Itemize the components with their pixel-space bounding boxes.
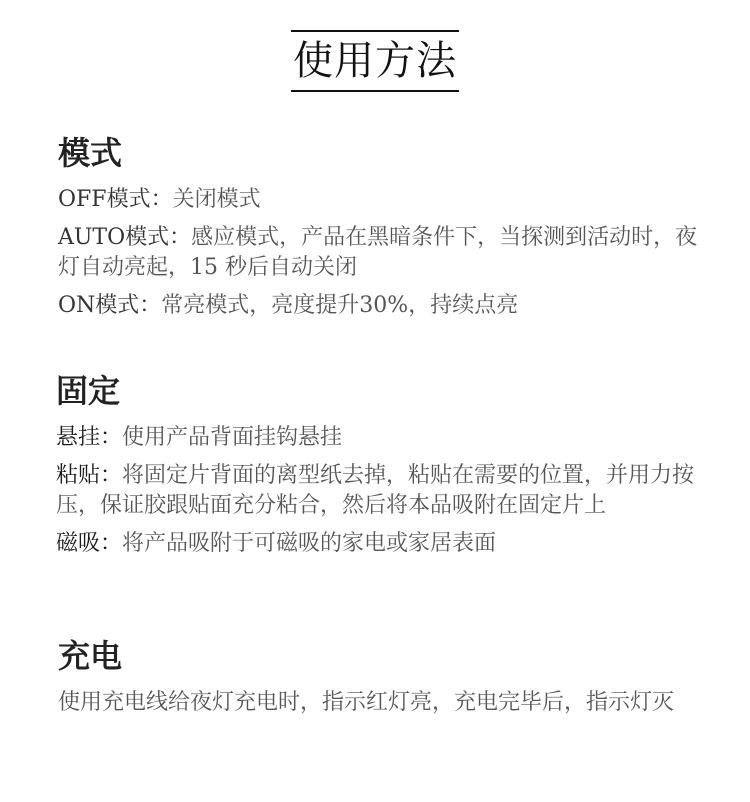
mode-text-auto: 感应模式，产品在黑暗条件下，当探测到活动时，夜灯自动亮起，15 秒后自动关闭 <box>58 225 698 280</box>
fix-text-magnet: 将产品吸附于可磁吸的家电或家居表面 <box>122 531 497 556</box>
section-heading-charge: 充电 <box>58 637 123 675</box>
fix-text-paste: 将固定片背面的离型纸去掉，粘贴在需要的位置，并用力按压，保证胶跟贴面充分粘合，然后将本品吸附在固定片上 <box>56 463 695 518</box>
section-charge <box>58 636 698 718</box>
fix-text-hang: 使用产品背面挂钩悬挂 <box>122 425 343 450</box>
section-mode <box>58 133 698 321</box>
fix-label-magnet: 磁吸： <box>56 531 123 556</box>
mode-item-off <box>58 185 698 215</box>
mode-label-on: ON模式： <box>58 293 162 318</box>
fix-item-magnet <box>56 529 696 559</box>
section-fix <box>56 371 696 559</box>
mode-label-off: OFF模式： <box>58 187 173 212</box>
mode-item-on <box>58 291 698 321</box>
charge-text: 使用充电线给夜灯充电时，指示红灯亮，充电完毕后，指示灯灭 <box>58 690 675 715</box>
title-container <box>0 30 750 92</box>
mode-text-on: 常亮模式，亮度提升30%，持续点亮 <box>161 293 519 318</box>
fix-label-paste: 粘贴： <box>56 463 123 488</box>
section-heading-fix: 固定 <box>56 372 121 410</box>
fix-item-paste <box>56 461 696 521</box>
fix-item-hang <box>56 423 696 453</box>
mode-item-auto <box>58 223 698 283</box>
section-heading-mode: 模式 <box>58 134 123 172</box>
mode-text-off: 关闭模式 <box>172 187 261 212</box>
fix-label-hang: 悬挂： <box>56 425 123 450</box>
mode-label-auto: AUTO模式： <box>58 225 192 250</box>
page-title: 使用方法 <box>291 30 459 92</box>
